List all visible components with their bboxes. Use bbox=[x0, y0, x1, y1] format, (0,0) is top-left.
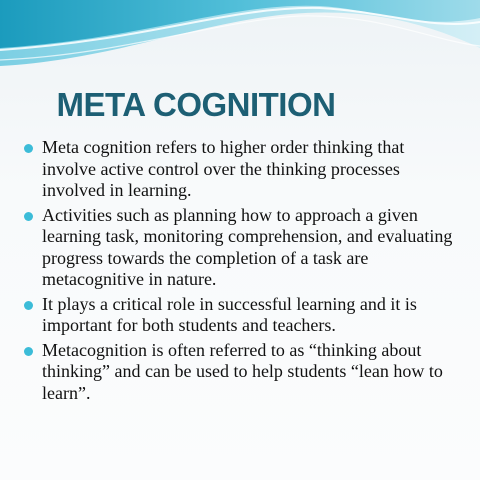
bullet-dot-icon bbox=[24, 347, 33, 356]
bullet-text: Metacognition is often referred to as “thinking about thinking” and can be used to help students “lean how to learn”. bbox=[42, 339, 443, 403]
slide-title: META COGNITION bbox=[56, 86, 336, 123]
wave-front-shape bbox=[0, 0, 480, 48]
bullet-item bbox=[22, 340, 462, 405]
bullet-dot-icon bbox=[24, 212, 33, 221]
bullet-dot-icon bbox=[24, 144, 33, 153]
bullet-list bbox=[22, 137, 462, 407]
bullet-text: Activities such as planning how to approach a given learning task, monitoring comprehension, and evaluating progress towards the completion of a task are metacognitive in nature. bbox=[42, 204, 453, 289]
bullet-item bbox=[22, 137, 462, 202]
wave-header-decoration bbox=[0, 0, 480, 75]
bullet-item bbox=[22, 294, 462, 337]
bullet-item bbox=[22, 205, 462, 291]
bullet-text: Meta cognition refers to higher order thinking that involve active control over the thinking processes involved in learning. bbox=[42, 137, 405, 200]
bullet-text: It plays a critical role in successful learning and it is important for both students and teachers. bbox=[42, 293, 417, 335]
bullet-dot-icon bbox=[24, 301, 33, 310]
